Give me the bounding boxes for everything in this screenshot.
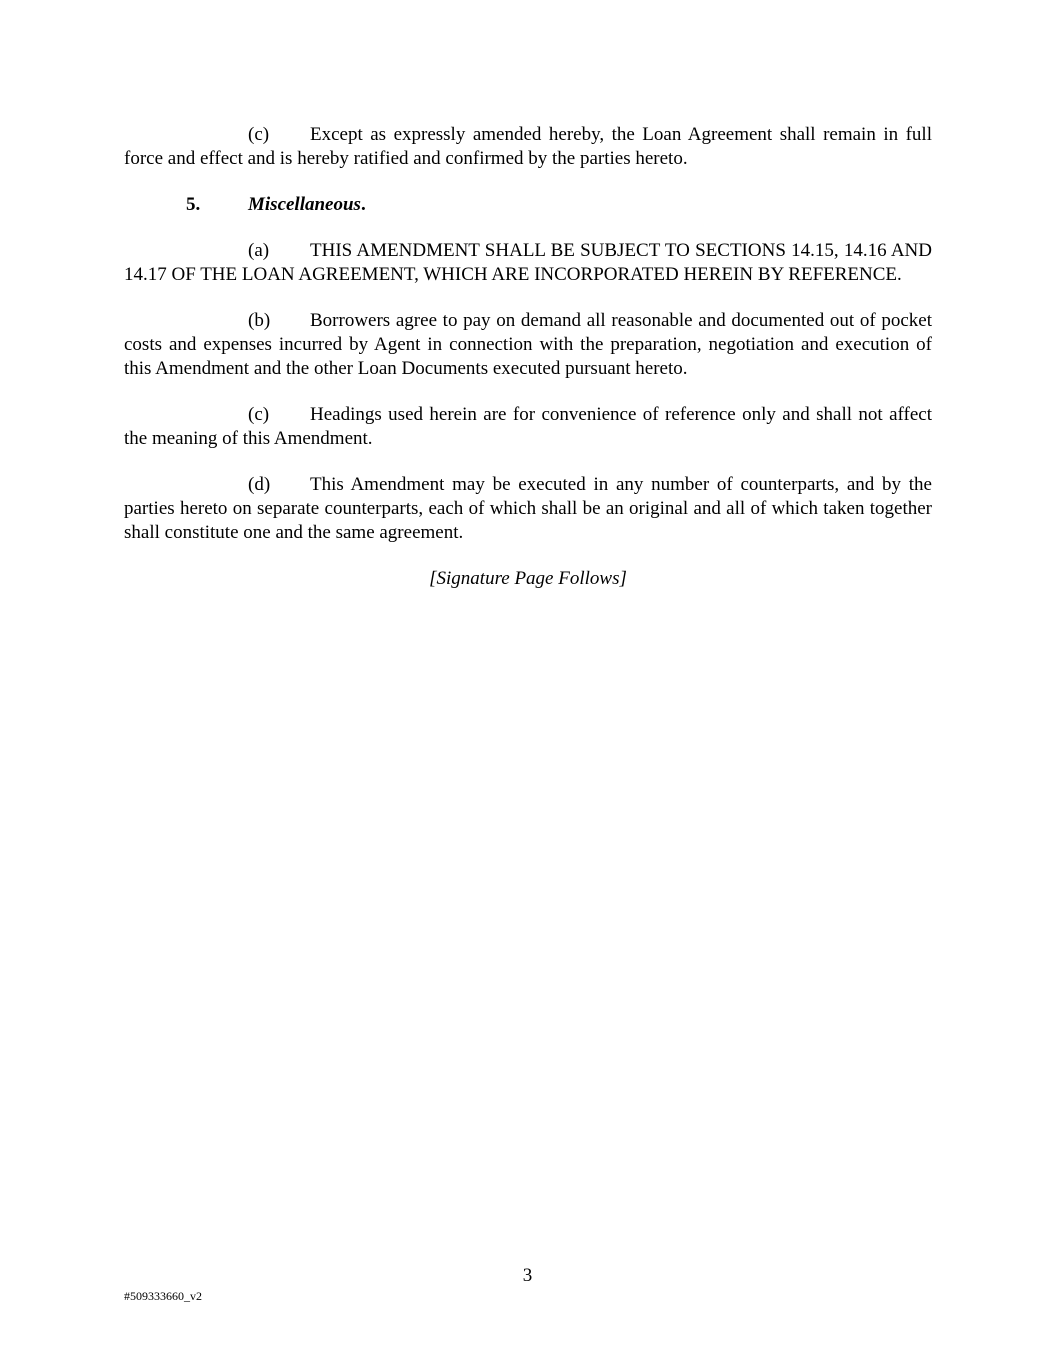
paragraph-label: (c) <box>248 124 270 145</box>
document-id: #509333660_v2 <box>124 1289 202 1303</box>
section-title: Miscellaneous <box>248 194 361 215</box>
paragraph-text: THIS AMENDMENT SHALL BE SUBJECT TO SECTIONS 14.15, 14.16 AND 14.17 OF THE LOAN AGREEMENT, WHICH ARE INCORPORATED HEREIN BY REFERENCE. <box>124 240 932 285</box>
page-number: 3 <box>522 1265 533 1286</box>
paragraph-c <box>124 403 932 451</box>
paragraph-label: (c) <box>248 404 270 425</box>
document-body <box>124 123 932 610</box>
paragraph-b <box>124 309 932 381</box>
paragraph-text: This Amendment may be executed in any number of counterparts, and by the parties hereto on separate counterparts, each of which shall be an original and all of which taken together shall constitute one and the same agreement. <box>124 474 932 543</box>
paragraph-text: Headings used herein are for convenience of reference only and shall not affect the meaning of this Amendment. <box>124 404 932 449</box>
paragraph-a <box>124 239 932 287</box>
paragraph-label: (b) <box>248 310 271 331</box>
paragraph-text: Except as expressly amended hereby, the Loan Agreement shall remain in full force and effect and is hereby ratified and confirmed by the parties hereto. <box>124 124 932 169</box>
section-number: 5. <box>186 194 201 215</box>
paragraph-label: (a) <box>248 240 270 261</box>
paragraph-d <box>124 473 932 545</box>
signature-page-note: [Signature Page Follows] <box>429 568 627 589</box>
section-heading-5 <box>124 193 932 217</box>
section-title-period: . <box>360 194 366 215</box>
paragraph-label: (d) <box>248 474 271 495</box>
paragraph-c-prior <box>124 123 932 171</box>
paragraph-text: Borrowers agree to pay on demand all reasonable and documented out of pocket costs and expenses incurred by Agent in connection with the preparation, negotiation and execution of this Amendment and the other Loan Documents executed pursuant hereto. <box>124 310 932 379</box>
